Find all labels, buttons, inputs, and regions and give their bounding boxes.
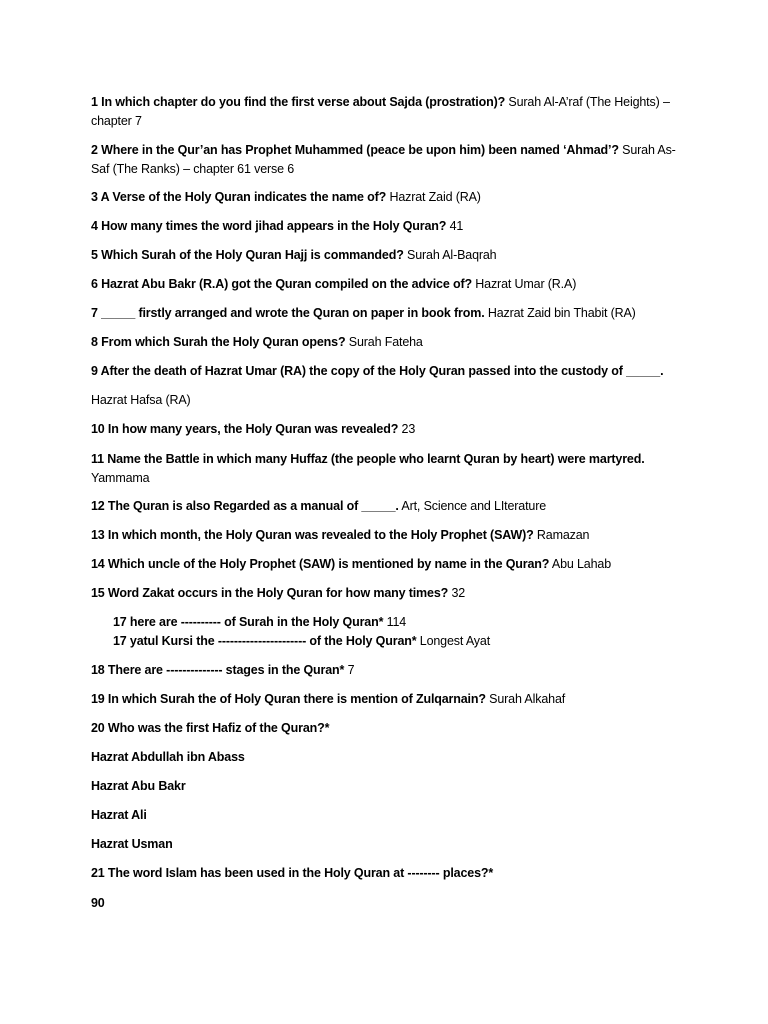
answer: Ramazan [533, 528, 590, 542]
answer: 114 [383, 615, 407, 629]
answer: Surah Al-A’raf (The Heights) – chapter 7 [91, 95, 670, 128]
question: 11 Name the Battle in which many Huffaz (the people who learnt Quran by heart) were martyred. [91, 452, 645, 466]
question: 15 Word Zakat occurs in the Holy Quran for how many times? [91, 586, 449, 600]
qa-item-18 [91, 661, 681, 680]
option-ali [91, 806, 681, 825]
answer: 23 [398, 422, 416, 436]
qa-item-4 [91, 217, 681, 236]
option-abdullah-ibn-abass [91, 748, 681, 767]
question: 5 Which Surah of the Holy Quran Hajj is commanded? [91, 248, 404, 262]
qa-item-10 [91, 420, 681, 439]
qa-item-15 [91, 584, 681, 603]
question: 3 A Verse of the Holy Quran indicates the name of? [91, 190, 387, 204]
question: 10 In how many years, the Holy Quran was revealed? [91, 422, 399, 436]
question: 19 In which Surah the of Holy Quran there is mention of Zulqarnain? [91, 692, 486, 706]
option-text: Hazrat Abu Bakr [91, 779, 186, 793]
qa-item-9-answer [91, 391, 681, 410]
question: 1 In which chapter do you find the first verse about Sajda (prostration)? [91, 95, 506, 109]
qa-item-9 [91, 362, 681, 381]
answer: Surah Fateha [345, 335, 423, 349]
question: 12 The Quran is also Regarded as a manual of _____. [91, 499, 399, 513]
answer: Art, Science and LIterature [398, 499, 547, 513]
option-text: Hazrat Abdullah ibn Abass [91, 750, 245, 764]
option-text: Hazrat Usman [91, 837, 173, 851]
question: 21 The word Islam has been used in the Holy Quran at -------- places?* [91, 866, 494, 880]
answer: Hazrat Umar (R.A) [471, 277, 577, 291]
question: 14 Which uncle of the Holy Prophet (SAW) is mentioned by name in the Quran? [91, 557, 550, 571]
qa-item-17a [113, 613, 703, 632]
answer: Surah As-Saf (The Ranks) – chapter 61 verse 6 [91, 143, 676, 176]
question: 17 here are ---------- of Surah in the Holy Quran* [113, 615, 384, 629]
answer: Longest Ayat [416, 634, 491, 648]
qa-item-14 [91, 555, 681, 574]
qa-item-12 [91, 497, 681, 516]
question: 8 From which Surah the Holy Quran opens? [91, 335, 346, 349]
answer: 32 [448, 586, 466, 600]
qa-item-20 [91, 719, 681, 738]
answer: Yammama [91, 471, 150, 485]
option-usman [91, 835, 681, 854]
answer: 41 [446, 219, 464, 233]
question: 20 Who was the first Hafiz of the Quran?* [91, 721, 330, 735]
qa-item-21 [91, 864, 681, 883]
answer: Hazrat Hafsa (RA) [91, 393, 191, 407]
question: 18 There are -------------- stages in the Quran* [91, 663, 345, 677]
question: 2 Where in the Qur’an has Prophet Muhammed (peace be upon him) been named ‘Ahmad’? [91, 143, 619, 157]
question: 4 How many times the word jihad appears in the Holy Quran? [91, 219, 447, 233]
answer: Hazrat Zaid bin Thabit (RA) [484, 306, 636, 320]
option-abu-bakr [91, 777, 681, 796]
qa-item-3 [91, 188, 681, 207]
option-text: Hazrat Ali [91, 808, 147, 822]
answer: Surah Al-Baqrah [403, 248, 497, 262]
qa-item-11 [91, 450, 681, 488]
question: 7 _____ firstly arranged and wrote the Quran on paper in book from. [91, 306, 485, 320]
answer: Abu Lahab [549, 557, 612, 571]
qa-item-7 [91, 304, 681, 323]
qa-item-8 [91, 333, 681, 352]
question: 13 In which month, the Holy Quran was revealed to the Holy Prophet (SAW)? [91, 528, 534, 542]
qa-item-19 [91, 690, 681, 709]
question: 9 After the death of Hazrat Umar (RA) the copy of the Holy Quran passed into the custody of _____. [91, 364, 664, 378]
qa-item-21-answer [91, 894, 681, 913]
answer: Surah Alkahaf [485, 692, 566, 706]
question: 6 Hazrat Abu Bakr (R.A) got the Quran compiled on the advice of? [91, 277, 472, 291]
question: 17 yatul Kursi the ---------------------- of the Holy Quran* [113, 634, 417, 648]
qa-item-6 [91, 275, 681, 294]
qa-item-2 [91, 141, 681, 179]
answer: Hazrat Zaid (RA) [386, 190, 481, 204]
qa-item-13 [91, 526, 681, 545]
qa-item-17b [113, 632, 703, 651]
qa-item-5 [91, 246, 681, 265]
qa-item-1 [91, 93, 681, 131]
answer: 7 [344, 663, 355, 677]
answer-value: 90 [91, 896, 105, 910]
